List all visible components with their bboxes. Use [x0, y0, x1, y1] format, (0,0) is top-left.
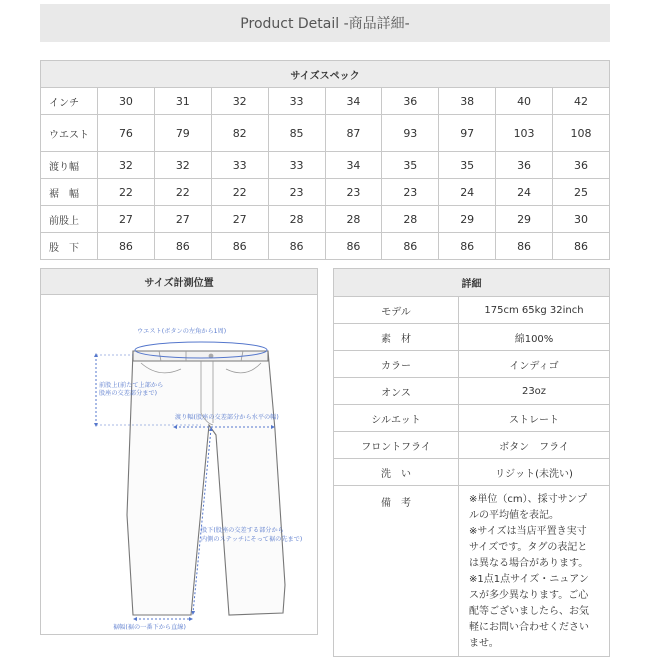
remarks-line: ませ。 — [469, 638, 499, 649]
spec-cell: 40 — [496, 88, 553, 115]
spec-cell: 76 — [98, 115, 155, 152]
spec-cell: 28 — [382, 206, 439, 233]
inseam-note-2: 内側のステッチにそって裾の先まで) — [201, 536, 303, 543]
detail-label: シルエット — [334, 405, 459, 432]
detail-value: ボタン フライ — [459, 432, 610, 459]
spec-cell: 27 — [98, 206, 155, 233]
detail-row — [334, 432, 610, 459]
spec-cell: 86 — [553, 233, 610, 260]
spec-cell: 22 — [98, 179, 155, 206]
spec-cell: 79 — [154, 115, 211, 152]
spec-cell: 31 — [154, 88, 211, 115]
hem-note: 裾幅(裾の一番下から直線) — [113, 624, 186, 631]
spec-cell: 32 — [211, 88, 268, 115]
spec-row-label: 裾 幅 — [41, 179, 98, 206]
spec-row — [41, 88, 610, 115]
spec-cell: 32 — [154, 152, 211, 179]
detail-label: モデル — [334, 297, 459, 324]
size-spec-table — [40, 60, 610, 260]
spec-row — [41, 115, 610, 152]
spec-cell: 86 — [496, 233, 553, 260]
remarks-line: は異なる場合があります。 — [469, 558, 589, 569]
spec-cell: 29 — [496, 206, 553, 233]
detail-row — [334, 378, 610, 405]
remarks-text — [459, 486, 610, 657]
spec-row-label: 股 下 — [41, 233, 98, 260]
detail-row — [334, 405, 610, 432]
spec-cell: 86 — [154, 233, 211, 260]
spec-cell: 97 — [439, 115, 496, 152]
detail-row — [334, 324, 610, 351]
spec-cell: 23 — [268, 179, 325, 206]
detail-value: リジット(未洗い) — [459, 459, 610, 486]
detail-value: 綿100% — [459, 324, 610, 351]
spec-cell: 86 — [98, 233, 155, 260]
remarks-line: スが多少異なります。ご心 — [469, 590, 589, 601]
spec-cell: 82 — [211, 115, 268, 152]
waist-note: ウエスト(ボタンの左角から1周) — [137, 328, 227, 335]
thigh-note: 渡り幅(股座の交差部分から水平の幅) — [175, 414, 279, 421]
spec-cell: 42 — [553, 88, 610, 115]
rise-note-2: 股座の交差部分まで) — [99, 390, 158, 397]
rise-note-1: 前股上(前たて上部から — [99, 382, 164, 389]
spec-cell: 85 — [268, 115, 325, 152]
spec-cell: 22 — [211, 179, 268, 206]
spec-cell: 33 — [211, 152, 268, 179]
detail-value: 23oz — [459, 378, 610, 405]
spec-row — [41, 233, 610, 260]
spec-cell: 24 — [496, 179, 553, 206]
spec-cell: 23 — [325, 179, 382, 206]
spec-cell: 23 — [382, 179, 439, 206]
spec-cell: 34 — [325, 88, 382, 115]
spec-cell: 32 — [98, 152, 155, 179]
spec-cell: 25 — [553, 179, 610, 206]
spec-cell: 33 — [268, 152, 325, 179]
detail-label: 洗 い — [334, 459, 459, 486]
spec-cell: 108 — [553, 115, 610, 152]
remarks-line: サイズです。タグの表記と — [469, 542, 588, 553]
detail-label: 素 材 — [334, 324, 459, 351]
remarks-label: 備 考 — [334, 486, 459, 657]
spec-cell: 93 — [382, 115, 439, 152]
spec-cell: 36 — [382, 88, 439, 115]
measurement-title: サイズ計測位置 — [41, 269, 317, 295]
measurement-diagram-panel — [40, 268, 318, 635]
spec-cell: 35 — [439, 152, 496, 179]
spec-row — [41, 152, 610, 179]
detail-row — [334, 459, 610, 486]
detail-row — [334, 351, 610, 378]
spec-cell: 28 — [268, 206, 325, 233]
spec-row-label: ウエスト — [41, 115, 98, 152]
detail-label: オンス — [334, 378, 459, 405]
spec-cell: 86 — [268, 233, 325, 260]
remarks-line: ※単位（cm）、採寸サンプ — [469, 494, 588, 505]
spec-row-label: 前股上 — [41, 206, 98, 233]
spec-cell: 27 — [211, 206, 268, 233]
detail-label: カラー — [334, 351, 459, 378]
spec-row — [41, 206, 610, 233]
spec-cell: 36 — [496, 152, 553, 179]
remarks-line: ※1点1点サイズ・ニュアン — [469, 574, 589, 585]
spec-cell: 86 — [325, 233, 382, 260]
detail-value: ストレート — [459, 405, 610, 432]
product-detail-banner — [40, 4, 610, 42]
detail-label: フロントフライ — [334, 432, 459, 459]
detail-table — [333, 268, 610, 657]
spec-cell: 86 — [439, 233, 496, 260]
spec-cell: 22 — [154, 179, 211, 206]
spec-cell: 86 — [382, 233, 439, 260]
spec-cell: 87 — [325, 115, 382, 152]
spec-row-label: 渡り幅 — [41, 152, 98, 179]
spec-cell: 35 — [382, 152, 439, 179]
spec-row — [41, 179, 610, 206]
size-spec-title: サイズスペック — [41, 61, 610, 88]
spec-cell: 27 — [154, 206, 211, 233]
remarks-line: 配等ございましたら、お気 — [469, 606, 589, 617]
inseam-note-1: 股下(股座の交差する部分から — [201, 527, 284, 534]
page-title: Product Detail -商品詳細- — [240, 16, 410, 32]
spec-cell: 30 — [553, 206, 610, 233]
spec-cell: 38 — [439, 88, 496, 115]
spec-cell: 28 — [325, 206, 382, 233]
spec-row-label: インチ — [41, 88, 98, 115]
detail-row — [334, 297, 610, 324]
jeans-diagram — [41, 295, 317, 634]
remarks-line: ※サイズは当店平置き実寸 — [469, 526, 587, 537]
spec-cell: 34 — [325, 152, 382, 179]
detail-title: 詳細 — [334, 269, 610, 297]
spec-cell: 30 — [98, 88, 155, 115]
spec-cell: 24 — [439, 179, 496, 206]
remarks-line: ルの平均値を表記。 — [469, 510, 559, 521]
detail-value: 175cm 65kg 32inch — [459, 297, 610, 324]
spec-cell: 33 — [268, 88, 325, 115]
spec-cell: 29 — [439, 206, 496, 233]
spec-cell: 103 — [496, 115, 553, 152]
spec-cell: 36 — [553, 152, 610, 179]
detail-value: インディゴ — [459, 351, 610, 378]
spec-cell: 86 — [211, 233, 268, 260]
remarks-line: 軽にお問い合わせください — [469, 622, 589, 633]
